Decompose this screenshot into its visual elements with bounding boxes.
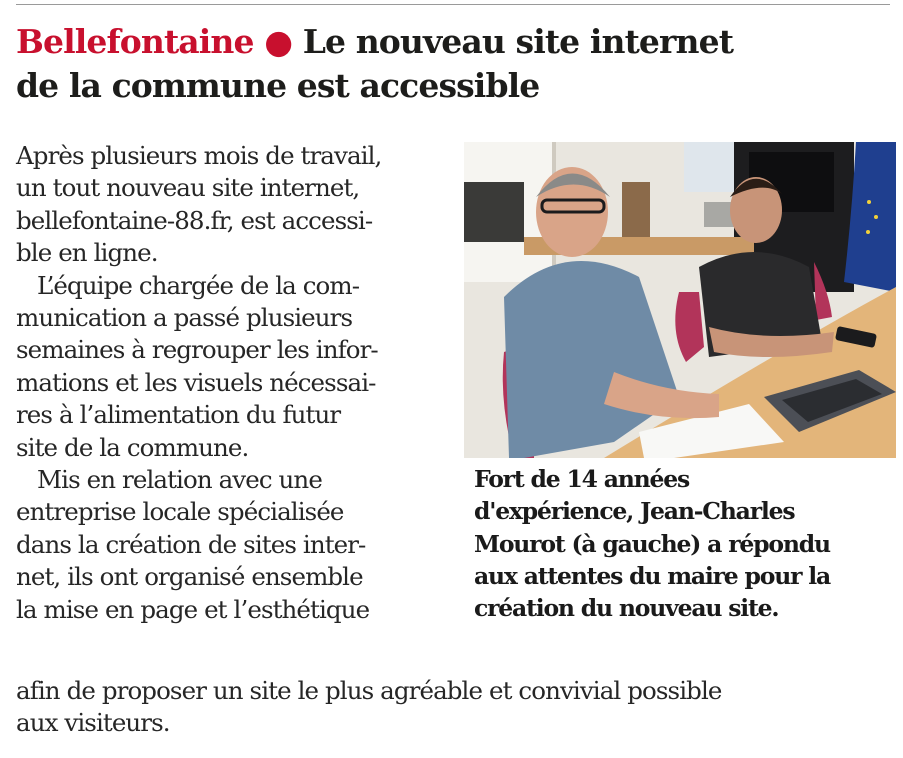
body-line: bellefontaine-88.fr, est accessi- xyxy=(16,205,373,235)
flag-star xyxy=(874,215,878,219)
article-body-column xyxy=(16,140,456,626)
caption-line: Mourot (à gauche) a répondu xyxy=(474,529,830,558)
body-line: ble en ligne. xyxy=(16,238,158,268)
body-line: res à l’alimentation du futur xyxy=(16,400,341,430)
caption-line: aux attentes du maire pour la xyxy=(474,561,831,590)
body-line: aux visiteurs. xyxy=(16,708,170,738)
body-line: L’équipe chargée de la com- xyxy=(37,270,360,300)
photo-caption xyxy=(474,463,894,624)
caption-line: d'expérience, Jean-Charles xyxy=(474,497,795,526)
body-line: site de la commune. xyxy=(16,432,249,462)
headline-title-line-1: Le nouveau site internet xyxy=(302,22,734,61)
headline-title-line-2: de la commune est accessible xyxy=(16,66,540,105)
body-line: un tout nouveau site internet, xyxy=(16,173,360,203)
bullet-dot-icon: ● xyxy=(264,22,293,61)
photo-shelf xyxy=(464,182,524,242)
article-photo xyxy=(464,142,896,458)
photo-clock-frame xyxy=(622,182,650,242)
top-rule xyxy=(16,4,890,5)
body-line: entreprise locale spécialisée xyxy=(16,497,344,527)
headline-kicker: Bellefontaine xyxy=(16,22,254,61)
body-line: la mise en page et l’esthétique xyxy=(16,594,370,624)
caption-line: création du nouveau site. xyxy=(474,594,779,623)
body-line: dans la création de sites inter- xyxy=(16,529,366,559)
caption-line: Fort de 14 années xyxy=(474,465,690,493)
flag-star xyxy=(867,200,871,204)
body-line: afin de proposer un site le plus agréable et convivial possible xyxy=(16,676,722,705)
body-line: Après plusieurs mois de travail, xyxy=(16,141,382,170)
article-headline xyxy=(16,20,896,108)
body-line: Mis en relation avec une xyxy=(37,465,322,495)
body-line: munication a passé plusieurs xyxy=(16,303,353,333)
body-line: mations et les visuels nécessai- xyxy=(16,367,376,397)
article-body-full-width xyxy=(16,675,896,740)
body-line: semaines à regrouper les infor- xyxy=(16,335,378,365)
body-line: net, ils ont organisé ensemble xyxy=(16,562,363,592)
flag-star xyxy=(866,230,870,234)
